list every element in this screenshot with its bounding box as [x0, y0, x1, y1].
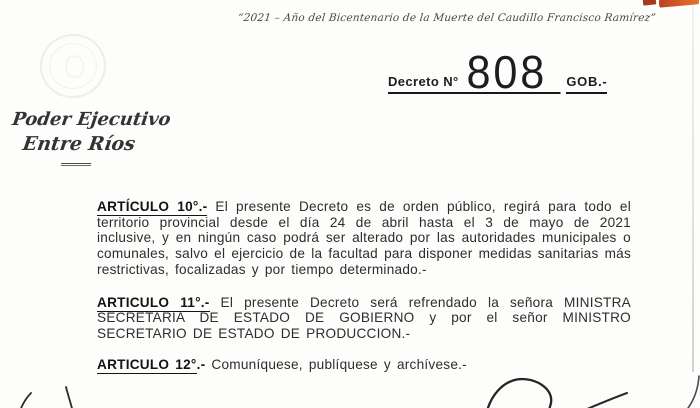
article-heading-sep: .-	[196, 356, 206, 372]
letterhead-rule	[61, 163, 91, 166]
signature-stroke	[19, 393, 31, 408]
article-heading: ARTICULO 11°.-	[97, 294, 210, 310]
decree-number: 808	[459, 54, 560, 94]
letterhead	[6, 107, 173, 166]
decree-number-line	[388, 46, 608, 98]
article-heading: ARTÍCULO 10°.-	[97, 199, 208, 214]
page-edge-shadow	[692, 6, 694, 372]
provincial-seal-icon	[35, 29, 111, 103]
article-paragraph-12	[97, 357, 631, 373]
letterhead-poder-ejecutivo: Poder Ejecutivo	[10, 109, 173, 130]
signature-stroke	[580, 393, 627, 408]
decree-articles	[97, 199, 631, 372]
signature-stroke	[66, 387, 73, 408]
letterhead-entre-rios: Entre Ríos	[21, 133, 137, 155]
article-body: El presente Decreto será refrendado la señora MINISTRA SECRETARIA DE ESTADO DE GOBIERNO y por el señor MINISTRO SECRETARIO DE ESTADO DE PRODUCCION.-	[97, 294, 631, 341]
red-ink-stamp-icon	[643, 0, 657, 6]
article-body: Comuníquese, publíquese y archívese.-	[211, 356, 467, 372]
article-paragraph-11	[97, 295, 631, 342]
decree-suffix: GOB.-	[566, 74, 607, 94]
decree-label: Decreto N°	[388, 74, 459, 94]
page-curl-stroke	[684, 376, 699, 408]
article-heading: ARTICULO 12°	[97, 356, 197, 372]
article-paragraph-10	[97, 199, 631, 278]
anniversary-motto: “2021 – Año del Bicentenario de la Muerte del Caudillo Francisco Ramírez”	[237, 12, 657, 24]
signature-stroke	[486, 379, 551, 408]
article-body: El presente Decreto es de orden público, regirá para todo el territorio provincial desde el día 24 de abril hasta el 3 de mayo de 2021 inclusive, y en ningún caso podrá ser alterado por las autoridades municipales o comunales, salvo el ejercicio de la facultad para disponer medidas sanitarias más restrictivas, focalizadas y por tiempo determinado.-	[97, 199, 631, 277]
